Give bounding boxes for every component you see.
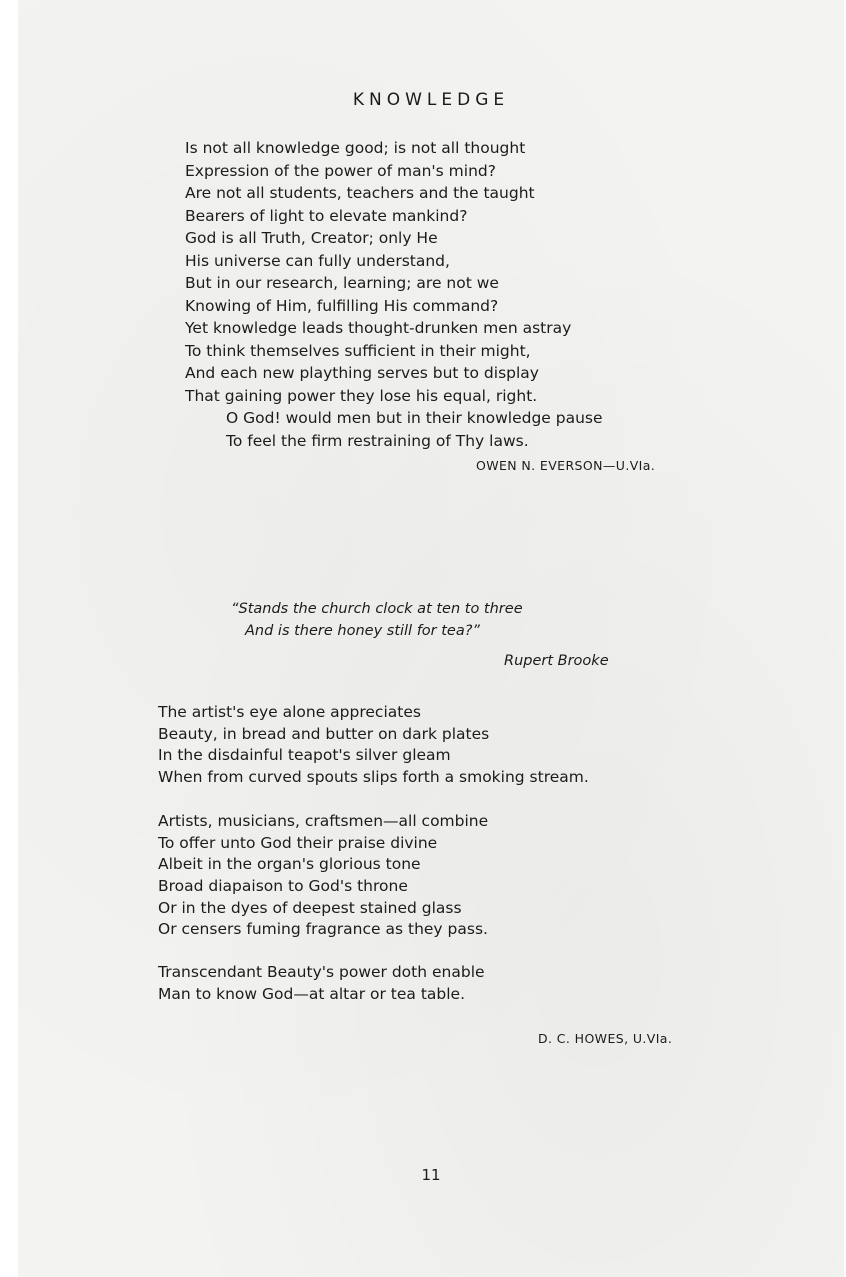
poem-line: To offer unto God their praise divine bbox=[158, 833, 438, 852]
document-page bbox=[18, 0, 844, 1277]
poem-line: When from curved spouts slips forth a smoking stream. bbox=[158, 768, 589, 787]
poem-line: Or censers fuming fragrance as they pass. bbox=[158, 920, 488, 939]
poem-line: Expression of the power of man's mind? bbox=[185, 161, 496, 180]
poem-line: Albeit in the organ's glorious tone bbox=[158, 855, 421, 874]
poem-line: Man to know God—at altar or tea table. bbox=[158, 984, 466, 1003]
poem-line: Beauty, in bread and butter on dark plates bbox=[158, 724, 490, 743]
poem-line: Or in the dyes of deepest stained glass bbox=[158, 898, 462, 917]
poem-knowledge bbox=[185, 137, 603, 452]
poem-line: To feel the firm restraining of Thy laws. bbox=[226, 431, 529, 450]
poem-line: Bearers of light to elevate mankind? bbox=[185, 206, 468, 225]
poem-line: His universe can fully understand, bbox=[185, 251, 450, 270]
poem-line: Broad diapaison to God's throne bbox=[158, 877, 408, 896]
epigraph-line: And is there honey still for tea?” bbox=[245, 623, 480, 639]
page-number: 11 bbox=[421, 1166, 441, 1184]
poem-line: Is not all knowledge good; is not all thought bbox=[185, 139, 526, 157]
poem-line: To think themselves sufficient in their might, bbox=[185, 341, 531, 360]
poem-line: Knowing of Him, fulfilling His command? bbox=[185, 296, 499, 315]
poem-line: The artist's eye alone appreciates bbox=[158, 703, 421, 721]
epigraph-line: “Stands the church clock at ten to three bbox=[231, 601, 523, 617]
poem-line: God is all Truth, Creator; only He bbox=[185, 229, 438, 247]
poem-line: But in our research, learning; are not we bbox=[185, 274, 499, 292]
stanza-1 bbox=[158, 702, 589, 789]
poem-line: Are not all students, teachers and the taught bbox=[185, 184, 535, 202]
poem-line: And each new plaything serves but to display bbox=[185, 364, 539, 382]
poem-author: D. C. HOWES, U.VIa. bbox=[538, 1031, 673, 1046]
poem-line: In the disdainful teapot's silver gleam bbox=[158, 746, 451, 765]
poem-line: Artists, musicians, craftsmen—all combine bbox=[158, 812, 489, 830]
poem-line: That gaining power they lose his equal, right. bbox=[185, 386, 538, 405]
epigraph bbox=[231, 598, 523, 642]
poem-title: KNOWLEDGE bbox=[352, 90, 510, 110]
poem-line: Transcendant Beauty's power doth enable bbox=[158, 963, 485, 981]
poem-author: OWEN N. EVERSON—U.VIa. bbox=[476, 458, 656, 473]
stanza-2 bbox=[158, 811, 488, 941]
epigraph-author: Rupert Brooke bbox=[504, 653, 609, 669]
poem-line: O God! would men but in their knowledge pause bbox=[226, 409, 603, 427]
stanza-3 bbox=[158, 962, 485, 1005]
poem-line: Yet knowledge leads thought-drunken men astray bbox=[185, 319, 572, 337]
